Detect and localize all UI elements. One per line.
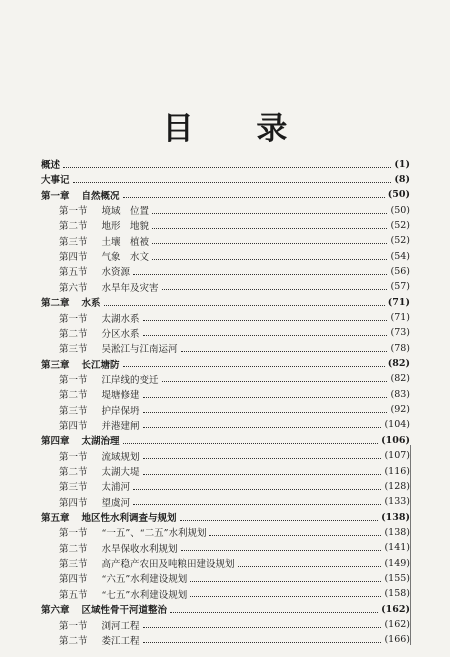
- toc-entry: [59, 570, 410, 586]
- toc-entry-label: 浏河工程: [101, 620, 140, 632]
- toc-entry-label: 太湖大堤: [101, 467, 140, 478]
- toc-entry-page: (155): [384, 572, 410, 584]
- toc-entry-page: (50): [390, 204, 410, 216]
- toc-entry-label: 太湖水系: [101, 313, 140, 325]
- toc-entry-page: (82): [390, 373, 410, 385]
- dot-leader: [133, 488, 381, 490]
- toc-entry-label: 大事记: [41, 175, 70, 187]
- toc-entry-label: 堤塘修建: [101, 390, 140, 402]
- toc-entry-number: 第一节: [59, 451, 88, 463]
- toc-entry-number: 第一节: [59, 528, 88, 540]
- toc-entry-label: 长江塘防: [81, 359, 120, 371]
- toc-entry: [59, 310, 410, 326]
- toc-entry-number: 第四节: [59, 252, 88, 264]
- toc-entry-label: 概述: [41, 160, 61, 171]
- toc-entry-page: (162): [384, 619, 410, 630]
- dot-leader: [238, 565, 382, 567]
- dot-leader: [143, 473, 382, 475]
- toc-entry-label: 望虞河: [101, 497, 131, 509]
- toc-entry-number: 第一节: [59, 313, 88, 325]
- toc-entry-number: 第三章: [41, 359, 70, 371]
- toc-entry-page: (138): [381, 511, 410, 523]
- toc-entry: [59, 402, 410, 418]
- dot-leader: [123, 442, 379, 444]
- toc-entry-page: (106): [381, 434, 410, 446]
- toc-entry-label: “六五”水利建设规划: [101, 574, 188, 586]
- toc-entry-page: (158): [384, 588, 410, 600]
- toc-entry: [59, 386, 410, 402]
- toc-entry-label: 水系: [81, 298, 101, 310]
- toc-entry-number: 第二节: [59, 635, 88, 647]
- toc-entry-page: (71): [387, 296, 410, 308]
- toc-entry-label: 吴淞江与江南运河: [101, 344, 178, 356]
- page-title: 目 录: [162, 111, 314, 147]
- dot-leader: [143, 411, 388, 413]
- toc-entry-page: (73): [390, 327, 410, 339]
- toc-entry-number: 第五节: [59, 267, 88, 279]
- toc-entry-label: 护岸保坍: [101, 405, 140, 417]
- toc-entry: [59, 371, 410, 387]
- toc-entry: [41, 187, 410, 203]
- toc-entry-number: 第四节: [59, 497, 88, 509]
- toc-entry: [41, 432, 410, 448]
- toc-entry: [59, 494, 410, 510]
- toc-entry-page: (78): [390, 342, 410, 354]
- toc-entry-page: (166): [384, 634, 410, 646]
- dot-leader: [63, 166, 391, 168]
- dot-leader: [73, 181, 392, 183]
- toc-entry-page: (149): [384, 557, 410, 569]
- toc-entry-number: 第三节: [59, 405, 88, 417]
- dot-leader: [143, 396, 388, 398]
- toc-entry-number: 第四节: [59, 574, 88, 586]
- toc-entry: [59, 448, 410, 464]
- toc-entry-label: 娄江工程: [101, 635, 140, 647]
- toc-entry-page: (107): [384, 450, 410, 462]
- toc-entry: [41, 601, 410, 617]
- toc-entry-number: 第五节: [59, 589, 88, 601]
- toc-entry-page: (8): [394, 173, 410, 185]
- dot-leader: [143, 457, 382, 459]
- toc-entry: [59, 217, 410, 233]
- toc-entry-page: (50): [387, 189, 410, 201]
- dot-leader: [181, 549, 382, 551]
- dot-leader: [133, 503, 381, 505]
- toc-entry: [59, 586, 410, 602]
- toc-entry: [59, 325, 410, 341]
- toc-entry-label: 并港建闸: [101, 420, 140, 432]
- toc-entry-label: 太湖治理: [81, 436, 120, 448]
- toc-entry-number: 第五章: [41, 513, 70, 525]
- toc-entry-number: 第二节: [59, 221, 88, 233]
- toc-entry-page: (141): [384, 542, 410, 554]
- toc-entry: [59, 617, 410, 633]
- toc-entry-label: 境域 位置: [101, 206, 150, 218]
- dot-leader: [152, 227, 387, 229]
- toc-entry-label: “一五”、“二五”水利规划: [101, 528, 207, 540]
- toc-entry: [41, 171, 410, 187]
- toc-entry-label: 地区性水利调查与规划: [81, 513, 177, 525]
- toc-entry: [59, 463, 410, 479]
- toc-entry-page: (52): [390, 235, 410, 247]
- toc-entry-number: 第二节: [59, 543, 88, 555]
- toc-entry: [59, 233, 410, 249]
- toc-entry-label: “七五”水利建设规划: [101, 589, 188, 601]
- toc-entry: [59, 555, 410, 571]
- dot-leader: [190, 595, 381, 597]
- margin-rule: [410, 445, 411, 645]
- toc-entry-number: 第三节: [59, 236, 88, 248]
- dot-leader: [180, 519, 379, 521]
- toc-entry-label: 流域规划: [101, 451, 140, 463]
- toc-entry-number: 第一章: [41, 190, 70, 202]
- toc-entry-label: 水旱年及灾害: [101, 282, 159, 294]
- toc-entry-label: 水资源: [101, 267, 131, 279]
- toc-entry-number: 第三节: [59, 482, 88, 494]
- toc-entry-label: 水旱保收水利规划: [101, 543, 178, 555]
- toc-entry: [59, 263, 410, 279]
- toc-entry-page: (54): [390, 250, 410, 262]
- dot-leader: [143, 641, 382, 643]
- toc-entry-page: (82): [387, 358, 410, 370]
- toc-entry: [59, 417, 410, 433]
- toc-entry-page: (57): [390, 281, 410, 293]
- dot-leader: [209, 534, 381, 536]
- toc-entry-page: (83): [390, 388, 410, 400]
- toc-entry: [41, 294, 410, 310]
- toc-entry-label: 高产稳产农田及吨粮田建设规划: [101, 559, 235, 571]
- toc-entry-number: 第三节: [59, 559, 88, 571]
- toc-entry: [59, 540, 410, 556]
- toc-entry-number: 第六节: [59, 282, 88, 294]
- toc-entry: [59, 248, 410, 264]
- toc-entry-label: 江岸线的变迁: [101, 374, 159, 386]
- toc-entry-page: (104): [384, 419, 410, 431]
- dot-leader: [181, 350, 388, 352]
- dot-leader: [152, 242, 387, 244]
- toc-entry-label: 土壤 植被: [101, 236, 150, 248]
- toc-entry-page: (92): [390, 404, 410, 416]
- toc-entry-number: 第二节: [59, 328, 88, 340]
- dot-leader: [162, 288, 388, 290]
- toc-entry-label: 太浦河: [101, 482, 131, 494]
- toc-entry: [41, 509, 410, 525]
- dot-leader: [162, 380, 388, 382]
- toc-entry-page: (52): [390, 219, 410, 231]
- dot-leader: [143, 626, 382, 628]
- dot-leader: [143, 426, 382, 428]
- toc-entry-page: (116): [384, 465, 410, 477]
- toc-entry-number: 第二节: [59, 390, 88, 402]
- toc-entry-page: (162): [381, 603, 410, 615]
- dot-leader: [152, 258, 387, 260]
- dot-leader: [104, 304, 385, 306]
- toc-entry-label: 自然概况: [81, 190, 120, 202]
- dot-leader: [190, 580, 381, 582]
- toc-entry-label: 分区水系: [101, 328, 140, 340]
- toc-entry-label: 地形 地貌: [101, 221, 150, 233]
- dot-leader: [123, 196, 385, 198]
- toc-entry: [41, 356, 410, 372]
- toc-entry-number: 第二节: [59, 467, 88, 478]
- dot-leader: [143, 319, 388, 321]
- toc-entry: [59, 632, 410, 648]
- toc-entry-number: 第四章: [41, 436, 70, 448]
- toc-entry: [59, 279, 410, 295]
- toc-entry-number: 第四节: [59, 420, 88, 432]
- toc-entry: [59, 524, 410, 540]
- dot-leader: [170, 611, 378, 613]
- dot-leader: [133, 273, 387, 275]
- toc-entry: [59, 478, 410, 494]
- toc-entry-page: (1): [394, 158, 410, 170]
- dot-leader: [152, 212, 387, 214]
- dot-leader: [143, 334, 388, 336]
- toc-entry-number: 第一节: [59, 206, 88, 218]
- toc-entry-page: (128): [384, 480, 410, 492]
- toc-entry-number: 第六章: [41, 605, 70, 617]
- toc-entry: [59, 340, 410, 356]
- toc-entry-page: (71): [390, 312, 410, 323]
- toc-entry-number: 第三节: [59, 344, 88, 356]
- toc-entry-page: (133): [384, 496, 410, 508]
- toc-entry: [59, 202, 410, 218]
- toc-entry-page: (138): [384, 526, 410, 538]
- toc-entry-page: (56): [390, 265, 410, 277]
- toc-entry-label: 区域性骨干河道整治: [81, 605, 168, 617]
- toc-entry: [41, 156, 410, 172]
- toc-entry-number: 第一节: [59, 374, 88, 386]
- dot-leader: [123, 365, 385, 367]
- toc-entry-label: 气象 水文: [101, 252, 150, 264]
- toc-entry-number: 第二章: [41, 298, 70, 310]
- toc-entry-number: 第一节: [59, 620, 88, 632]
